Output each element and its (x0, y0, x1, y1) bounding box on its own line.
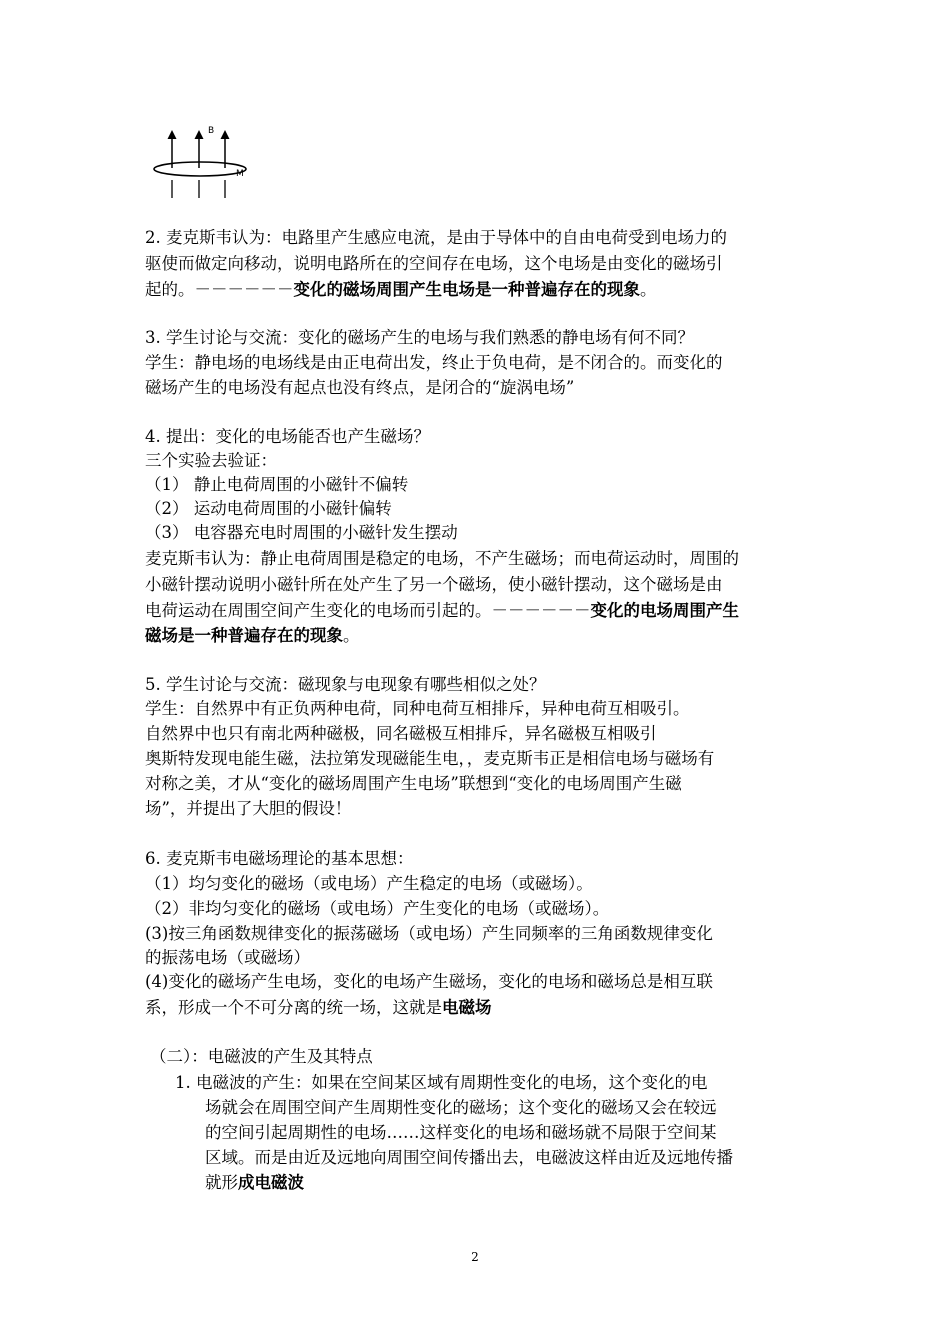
arrowhead-right (221, 130, 230, 139)
p5-line-6: 场”，并提出了大胆的假设！ (145, 799, 352, 818)
p4-emphasis-2: 磁场是一种普遍存在的现象 (145, 626, 343, 645)
section2-line-5 (205, 1171, 885, 1194)
ring-loop (154, 162, 246, 176)
section2-line-1: 1. 电磁波的产生：如果在空间某区域有周期性变化的电场，这个变化的电 (175, 1073, 708, 1092)
p2-line-1: 2. 麦克斯韦认为：电路里产生感应电流，是由于导体中的自由电荷受到电场力的 (145, 228, 727, 247)
magnetic-field-ring-figure (150, 122, 260, 202)
p4-line-8-text: 电荷运动在周围空间产生变化的电场而引起的。－－－－－－ (145, 601, 591, 620)
p4-line-9-end: 。 (343, 626, 360, 645)
section2-line-3: 的空间引起周期性的电场……这样变化的电场和磁场就不局限于空间某 (205, 1123, 717, 1142)
p4-line-6: 麦克斯韦认为：静止电荷周围是稳定的电场，不产生磁场；而电荷运动时，周围的 (145, 549, 739, 568)
p4-line-9 (145, 624, 825, 647)
section2-line-4: 区域。而是由近及远地向周围空间传播出去，电磁波这样由近及远地传播 (205, 1148, 733, 1167)
arrowhead-middle (195, 130, 204, 139)
p4-line-5: （3） 电容器充电时周围的小磁针发生摆动 (145, 523, 458, 542)
p6-line-5: 的振荡电场（或磁场） (145, 948, 310, 967)
p6-line-7-text: 系，形成一个不可分离的统一场，这就是 (145, 998, 442, 1017)
p6-line-2: （1）均匀变化的磁场（或电场）产生稳定的电场（或磁场）。 (145, 874, 593, 893)
page-number: 2 (471, 1250, 479, 1264)
section2-line-2: 场就会在周围空间产生周期性变化的磁场；这个变化的磁场又会在较远 (205, 1098, 717, 1117)
p5-line-4: 奥斯特发现电能生磁，法拉第发现磁能生电，，麦克斯韦正是相信电场与磁场有 (145, 749, 715, 768)
p6-line-1: 6. 麦克斯韦电磁场理论的基本思想： (145, 849, 414, 868)
section2-line-5-text: 就形 (205, 1173, 238, 1192)
p6-line-3: （2）非均匀变化的磁场（或电场）产生变化的电场（或磁场）。 (145, 899, 610, 918)
p6-line-7 (145, 996, 825, 1019)
p2-line-2: 驱使而做定向移动，说明电路所在的空间存在电场，这个电场是由变化的磁场引 (145, 254, 723, 273)
p2-emphasis: 变化的磁场周围产生电场是一种普遍存在的现象 (293, 280, 640, 299)
label-m: M (236, 169, 244, 179)
p5-line-2: 学生：自然界中有正负两种电荷，同种电荷互相排斥，异种电荷互相吸引。 (145, 699, 690, 718)
section2-heading: （二）：电磁波的产生及其特点 (150, 1047, 373, 1066)
p3-line-1: 3. 学生讨论与交流：变化的磁场产生的电场与我们熟悉的静电场有何不同？ (145, 328, 694, 347)
p3-line-3: 磁场产生的电场没有起点也没有终点，是闭合的“旋涡电场” (145, 378, 575, 397)
p4-emphasis-1: 变化的电场周围产生 (590, 601, 739, 620)
p5-line-3: 自然界中也只有南北两种磁极，同名磁极互相排斥，异名磁极互相吸引 (145, 724, 657, 743)
p2-line-3-text: 起的。－－－－－－ (145, 280, 294, 299)
p6-line-6: (4)变化的磁场产生电场，变化的电场产生磁场，变化的电场和磁场总是相互联 (145, 972, 713, 991)
p2-line-3 (145, 278, 825, 301)
p4-line-7: 小磁针摆动说明小磁针所在处产生了另一个磁场，使小磁针摆动，这个磁场是由 (145, 575, 723, 594)
section2-emphasis: 成电磁波 (238, 1173, 304, 1192)
p5-line-1: 5. 学生讨论与交流：磁现象与电现象有哪些相似之处？ (145, 675, 546, 694)
p6-line-4: (3)按三角函数规律变化的振荡磁场（或电场）产生同频率的三角函数规律变化 (145, 924, 713, 943)
p4-line-8 (145, 599, 825, 622)
arrowhead-left (168, 130, 177, 139)
p2-line-3-end: 。 (640, 280, 657, 299)
label-b: B (208, 126, 215, 136)
p4-line-3: （1） 静止电荷周围的小磁针不偏转 (145, 475, 409, 494)
p3-line-2: 学生：静电场的电场线是由正电荷出发，终止于负电荷，是不闭合的。而变化的 (145, 353, 723, 372)
p5-line-5: 对称之美，才从“变化的磁场周围产生电场”联想到“变化的电场周围产生磁 (145, 774, 682, 793)
p4-line-2: 三个实验去验证： (145, 451, 277, 470)
p4-line-4: （2） 运动电荷周围的小磁针偏转 (145, 499, 392, 518)
p4-line-1: 4. 提出：变化的电场能否也产生磁场？ (145, 427, 430, 446)
p6-emphasis: 电磁场 (442, 998, 492, 1017)
